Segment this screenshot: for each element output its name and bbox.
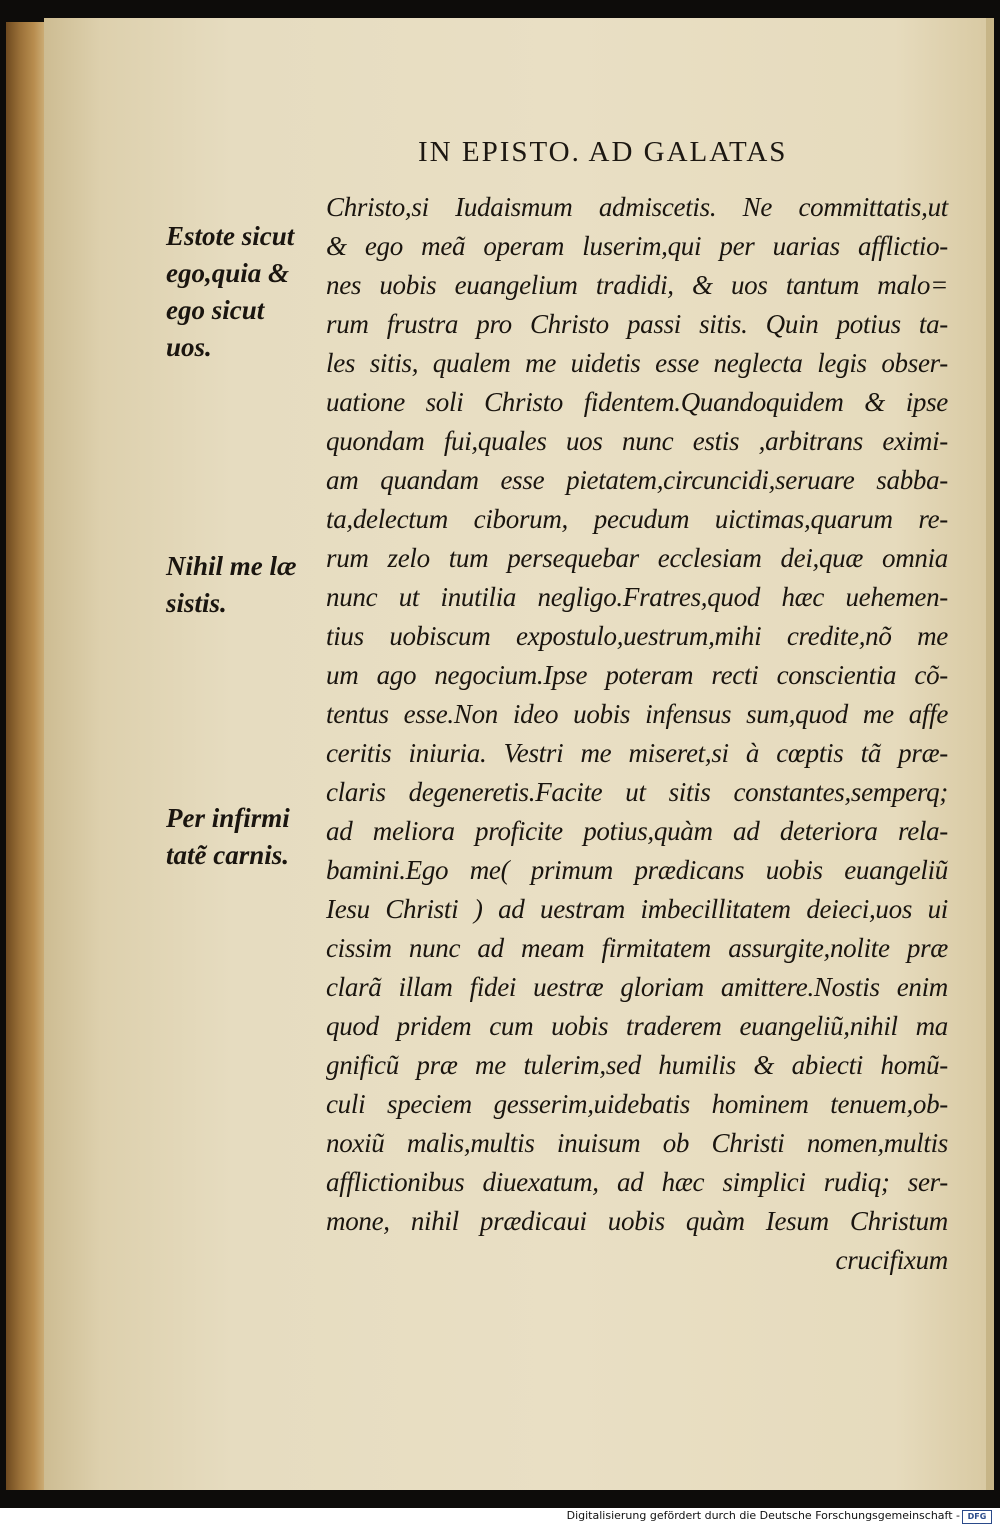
- margin-note-line: Nihil me læ: [166, 551, 297, 581]
- footer-credit: Digitalisierung gefördert durch die Deutsche Forschungsgemeinschaft -: [566, 1509, 960, 1522]
- text-line: les sitis, qualem me uidetis esse neglecta legis obser-: [326, 348, 948, 378]
- book-spine: [6, 22, 46, 1490]
- text-line: tius uobiscum expostulo,uestrum,mihi credite,nõ me: [326, 621, 948, 651]
- text-line: rum zelo tum persequebar ecclesiam dei,quæ omnia: [326, 543, 948, 573]
- running-head: IN EPISTO. AD GALATAS: [418, 136, 788, 168]
- text-line: ta,delectum ciborum, pecudum uictimas,quarum re-: [326, 504, 948, 534]
- digitization-footer: [0, 1508, 1000, 1524]
- body-text-block: [326, 188, 948, 1280]
- text-line: mone, nihil prædicaui uobis quàm Iesum Christum: [326, 1206, 948, 1236]
- margin-note-line: ego sicut: [166, 295, 265, 325]
- margin-note-line: sistis.: [166, 588, 227, 618]
- margin-note-line: Estote sicut: [166, 221, 295, 251]
- text-line: afflictionibus diuexatum, ad hæc simplici rudiq; ser-: [326, 1167, 948, 1197]
- text-line: clarã illam fidei uestræ gloriam amittere.Nostis enim: [326, 972, 948, 1002]
- text-line: claris degeneretis.Facite ut sitis constantes,semperq;: [326, 777, 948, 807]
- text-line: crucifixum: [835, 1245, 948, 1275]
- text-line: uatione soli Christo fidentem.Quandoquidem & ipse: [326, 387, 948, 417]
- margin-note-nihil: [166, 548, 318, 622]
- text-line: gnificũ præ me tulerim,sed humilis & abiecti homũ-: [326, 1050, 948, 1080]
- text-line: noxiũ malis,multis inuisum ob Christi nomen,multis: [326, 1128, 948, 1158]
- text-line: am quandam esse pietatem,circuncidi,seruare sabba-: [326, 465, 948, 495]
- text-line: nes uobis euangelium tradidi, & uos tantum malo=: [326, 270, 948, 300]
- text-line: Iesu Christi ) ad uestram imbecillitatem deieci,uos ui: [326, 894, 948, 924]
- margin-note-line: tatẽ carnis.: [166, 840, 290, 870]
- margin-note-infirmitate: [166, 800, 318, 874]
- text-line: cissim nunc ad meam firmitatem assurgite,nolite præ: [326, 933, 948, 963]
- dfg-logo: DFG: [962, 1510, 992, 1524]
- text-line: rum frustra pro Christo passi sitis. Quin potius ta-: [326, 309, 948, 339]
- text-line: bamini.Ego me( primum prædicans uobis euangeliũ: [326, 855, 948, 885]
- text-line: Christo,si Iudaismum admiscetis. Ne committatis,ut: [326, 192, 948, 222]
- margin-note-line: uos.: [166, 332, 212, 362]
- margin-note-estote: [166, 218, 318, 366]
- text-line: culi speciem gesserim,uidebatis hominem tenuem,ob-: [326, 1089, 948, 1119]
- text-line: ceritis iniuria. Vestri me miseret,si à cœptis tã præ-: [326, 738, 948, 768]
- text-line: ad meliora proficite potius,quàm ad deteriora rela-: [326, 816, 948, 846]
- text-line: quondam fui,quales uos nunc estis ,arbitrans eximi-: [326, 426, 948, 456]
- text-line: quod pridem cum uobis traderem euangeliũ,nihil ma: [326, 1011, 948, 1041]
- text-line: tentus esse.Non ideo uobis infensus sum,quod me affe: [326, 699, 948, 729]
- text-line: nunc ut inutilia negligo.Fratres,quod hæc uehemen-: [326, 582, 948, 612]
- margin-note-line: Per infirmi: [166, 803, 290, 833]
- page-edge: [986, 18, 994, 1490]
- margin-note-line: ego,quia &: [166, 258, 290, 288]
- text-line: & ego meã operam luserim,qui per uarias afflictio-: [326, 231, 948, 261]
- text-line: um ago negocium.Ipse poteram recti conscientia cõ-: [326, 660, 948, 690]
